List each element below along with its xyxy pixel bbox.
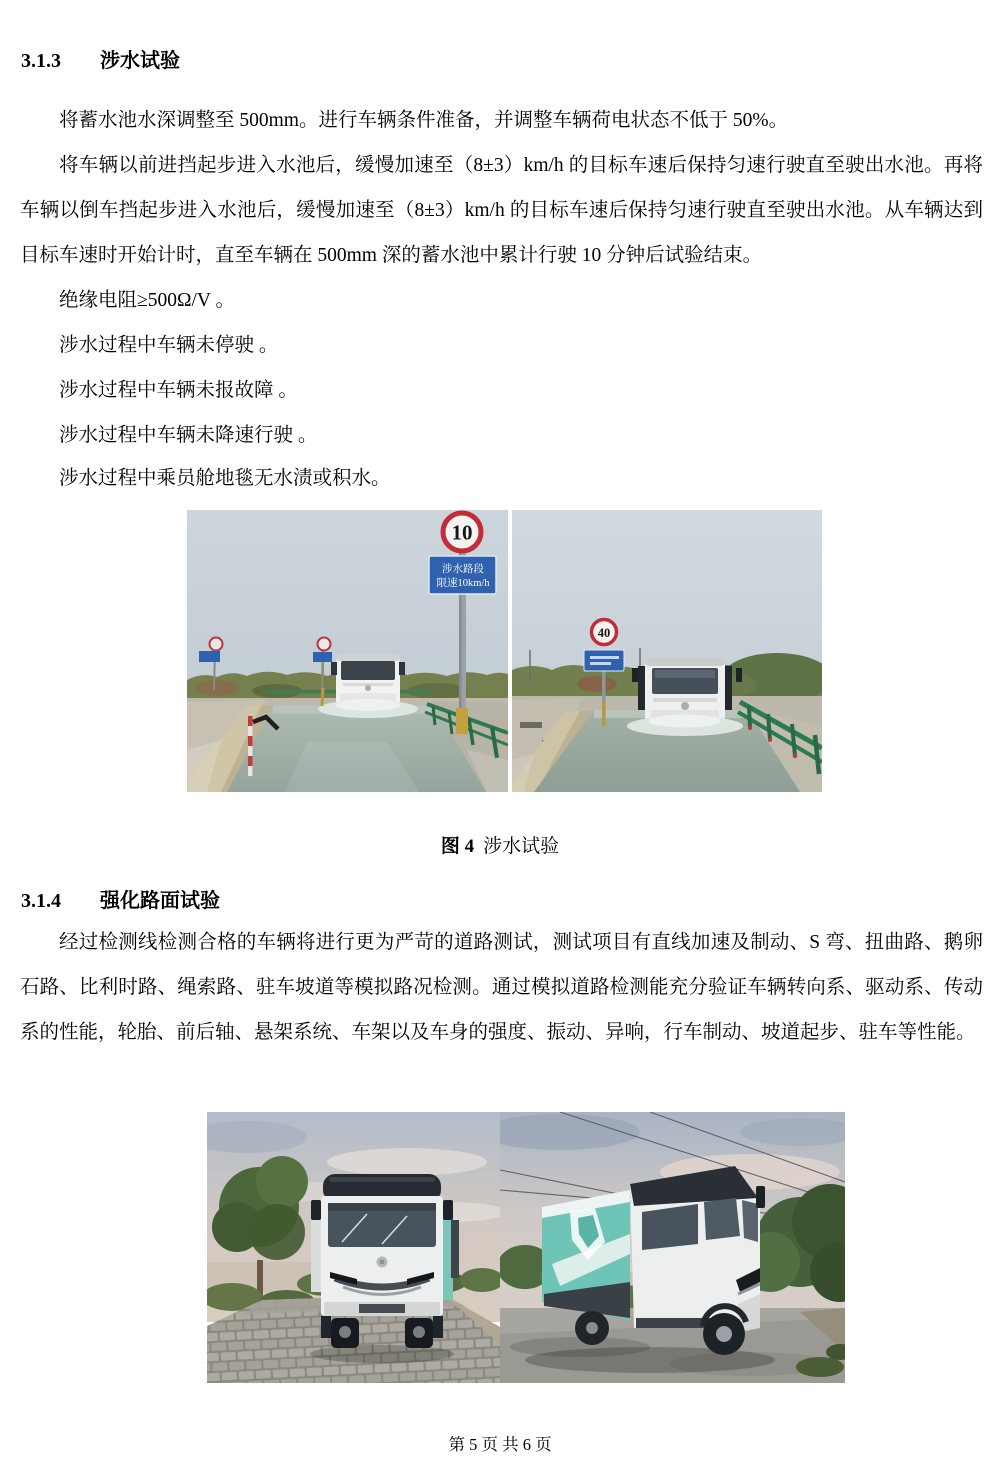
section-number: 3.1.3 [21,50,61,72]
wading-sign-line2: 限速10km/h [436,578,490,589]
section-title: 涉水试验 [100,50,180,72]
truck-wading [627,658,743,736]
paragraph-no-slowdown: 涉水过程中车辆未降速行驶 。 [59,425,318,446]
paragraph-road-test: 经过检测线检测合格的车辆将进行更为严苛的道路测试，测试项目有直线加速及制动、S 弯、扭曲路、鹅卵石路、比利时路、绳索路、驻车坡道等模拟路况检测。通过模拟道路检测能充分验证车辆转向系、驱动系、传动系的性能，轮胎、前后轴、悬架系统、车架以及车身的强度、振动、异响，行车制动、坡道起步、驻车等性能。 [20,932,983,1043]
photo-cobblestone-road [207,1112,500,1383]
figure-wading-test [187,510,822,792]
figure-caption [0,833,1000,861]
photo-wading-reverse [512,510,822,792]
section-heading-3-1-4 [21,884,220,913]
figure-caption-label: 图 4 [440,836,475,857]
striped-marker-pole [248,716,253,776]
figure-road-test [207,1112,845,1383]
section-heading-3-1-3 [21,44,180,73]
photo-wading-forward [187,510,508,792]
paragraph-no-water-ingress: 涉水过程中乘员舱地毯无水渍或积水。 [59,468,391,489]
paragraph-wading-procedure: 将车辆以前进挡起步进入水池后，缓慢加速至（8±3）km/h 的目标车速后保持匀速行驶直至驶出水池。再将车辆以倒车挡起步进入水池后，缓慢加速至（8±3）km/h 的目标车速后保持匀速行驶直至驶出水池。从车辆达到目标车速时开始计时，直至车辆在 500mm 深的蓄水池中累计行驶 10 分钟后试验结束。 [20,155,983,266]
paragraph-water-depth: 将蓄水池水深调整至 500mm。进行车辆条件准备，并调整车辆荷电状态不低于 50%。 [59,110,789,131]
speed-limit-value: 40 [597,626,611,640]
page-number-footer: 第 5 页 共 6 页 [448,1435,552,1454]
wading-sign-line1: 涉水路段 [442,564,484,575]
speed-limit-value: 10 [451,520,473,545]
section-number: 3.1.4 [21,890,61,912]
paragraph-insulation: 绝缘电阻≥500Ω/V 。 [59,290,235,311]
section-title: 强化路面试验 [100,890,220,912]
paragraph-no-stop: 涉水过程中车辆未停驶 。 [59,335,279,356]
photo-truck-parked [500,1112,845,1383]
figure-caption-text: 涉水试验 [483,836,560,857]
paragraph-no-fault: 涉水过程中车辆未报故障 。 [59,380,298,401]
